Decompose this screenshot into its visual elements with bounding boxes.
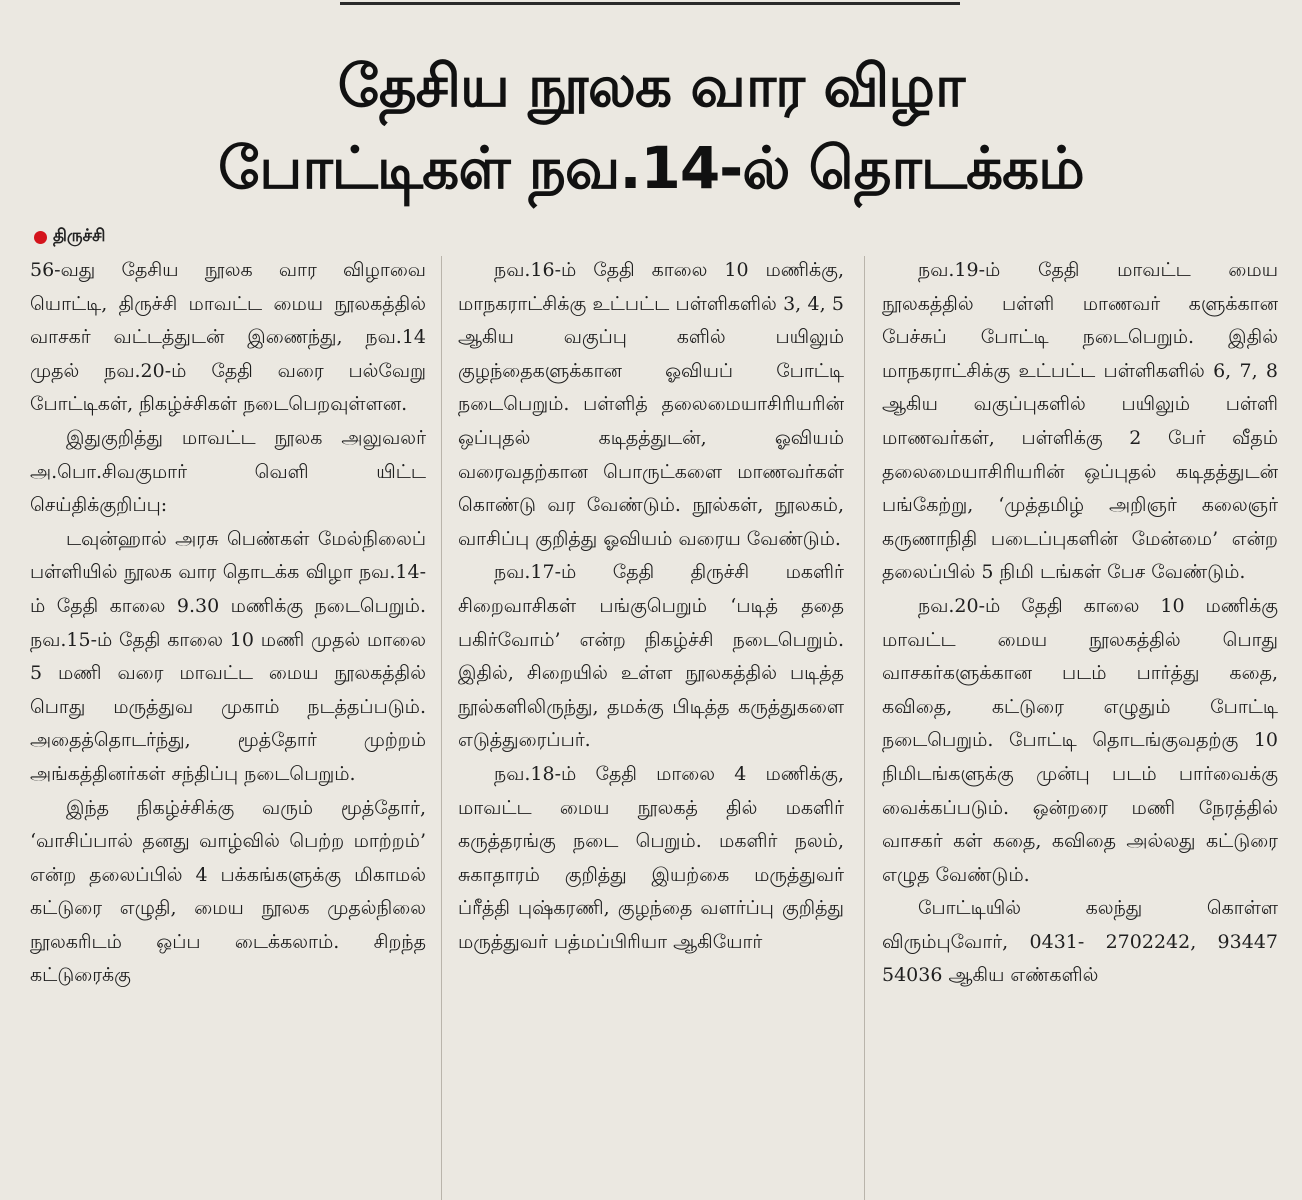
paragraph: நவ.17-ம் தேதி திருச்சி மகளிர் சிறைவாசிகள் பங்குபெறும் ‘படித் ததை பகிர்வோம்’ என்ற நிகழ்ச்சி நடைபெறும். இதில், சிறையில் உள்ள நூலகத்தில் படித்த நூல்களிலிருந்து, தமக்கு பிடித்த கருத்துகளை எடுத்துரைப்பர். <box>458 561 844 752</box>
column-divider <box>864 256 865 1200</box>
paragraph: நவ.20-ம் தேதி காலை 10 மணிக்கு மாவட்ட மைய நூலகத்தில் பொது வாசகர்களுக்கான படம் பார்த்து கதை, கவிதை, கட்டுரை எழுதும் போட்டி நடைபெறும். போட்டி தொடங்குவதற்கு 10 நிமிடங்களுக்கு முன்பு படம் பார்வைக்கு வைக்கப்படும். ஒன்றரை மணி நேரத்தில் வாசகர் கள் கதை, கவிதை அல்லது கட்டுரை எழுத வேண்டும். <box>882 594 1278 886</box>
paragraph: நவ.18-ம் தேதி மாலை 4 மணிக்கு, மாவட்ட மைய நூலகத் தில் மகளிர் கருத்தரங்கு நடை பெறும். மகளிர் நலம், சுகாதாரம் குறித்து இயற்கை மருத்துவர் ப்ரீத்தி புஷ்கரணி, குழந்தை வளர்ப்பு குறித்து மருத்துவர் பத்மப்பிரியா ஆகியோர் <box>458 762 844 953</box>
dateline <box>34 226 105 248</box>
headline-line-2: போட்டிகள் நவ.14-ல் தொடக்கம் <box>218 134 1084 203</box>
paragraph: இந்த நிகழ்ச்சிக்கு வரும் மூத்தோர், ‘வாசிப்பால் தனது வாழ்வில் பெற்ற மாற்றம்’ என்ற தலைப்பில் 4 பக்கங்களுக்கு மிகாமல் கட்டுரை எழுதி, மைய நூலக முதல்நிலை நூலகரிடம் ஒப்ப டைக்கலாம். சிறந்த கட்டுரைக்கு <box>30 796 426 987</box>
headline-line-1: தேசிய நூலக வார விழா <box>337 52 965 121</box>
headline <box>0 45 1302 209</box>
article-column-1 <box>30 254 426 1200</box>
paragraph: நவ.16-ம் தேதி காலை 10 மணிக்கு, மாநகராட்சிக்கு உட்பட்ட பள்ளிகளில் 3, 4, 5 ஆகிய வகுப்பு களில் பயிலும் குழந்தைகளுக்கான ஓவியப் போட்டி நடைபெறும். பள்ளித் தலைமையாசிரியரின் ஒப்புதல் கடிதத்துடன், ஓவியம் வரைவதற்கான பொருட்களை மாணவர்கள் கொண்டு வர வேண்டும். நூல்கள், நூலகம், வாசிப்பு குறித்து ஓவியம் வரைய வேண்டும். <box>458 259 844 550</box>
dateline-text: திருச்சி <box>53 226 106 246</box>
paragraph: இதுகுறித்து மாவட்ட நூலக அலுவலர் அ.பொ.சிவகுமார் வெளி யிட்ட செய்திக்குறிப்பு: <box>30 426 426 517</box>
article-column-2 <box>458 254 844 1200</box>
column-divider <box>441 256 442 1200</box>
red-dot-icon <box>34 231 47 244</box>
paragraph: டவுன்ஹால் அரசு பெண்கள் மேல்நிலைப் பள்ளியில் நூலக வார தொடக்க விழா நவ.14-ம் தேதி காலை 9.30 மணிக்கு நடைபெறும். நவ.15-ம் தேதி காலை 10 மணி முதல் மாலை 5 மணி வரை மாவட்ட மைய நூலகத்தில் பொது மருத்துவ முகாம் நடத்தப்படும். அதைத்தொடர்ந்து, மூத்தோர் முற்றம் அங்கத்தினர்கள் சந்திப்பு நடைபெறும். <box>30 527 426 785</box>
article-column-3 <box>882 254 1278 1200</box>
paragraph: நவ.19-ம் தேதி மாவட்ட மைய நூலகத்தில் பள்ளி மாணவர் களுக்கான பேச்சுப் போட்டி நடைபெறும். இதில் மாநகராட்சிக்கு உட்பட்ட பள்ளிகளில் 6, 7, 8 ஆகிய வகுப்புகளில் பயிலும் பள்ளி மாணவர்கள், பள்ளிக்கு 2 பேர் வீதம் தலைமையாசிரியரின் ஒப்புதல் கடிதத்துடன் பங்கேற்று, ‘முத்தமிழ் அறிஞர் கலைஞர் கருணாநிதி படைப்புகளின் மேன்மை’ என்ற தலைப்பில் 5 நிமி டங்கள் பேச வேண்டும். <box>882 259 1278 584</box>
paragraph: போட்டியில் கலந்து கொள்ள விரும்புவோர், 0431- 2702242, 93447 54036 ஆகிய எண்களில் <box>882 897 1278 987</box>
paragraph: 56-வது தேசிய நூலக வார விழாவை யொட்டி, திருச்சி மாவட்ட மைய நூலகத்தில் வாசகர் வட்டத்துடன் இணைந்து, நவ.14 முதல் நவ.20-ம் தேதி வரை பல்வேறு போட்டிகள், நிகழ்ச்சிகள் நடைபெறவுள்ளன. <box>30 259 426 416</box>
top-rule <box>340 2 960 5</box>
